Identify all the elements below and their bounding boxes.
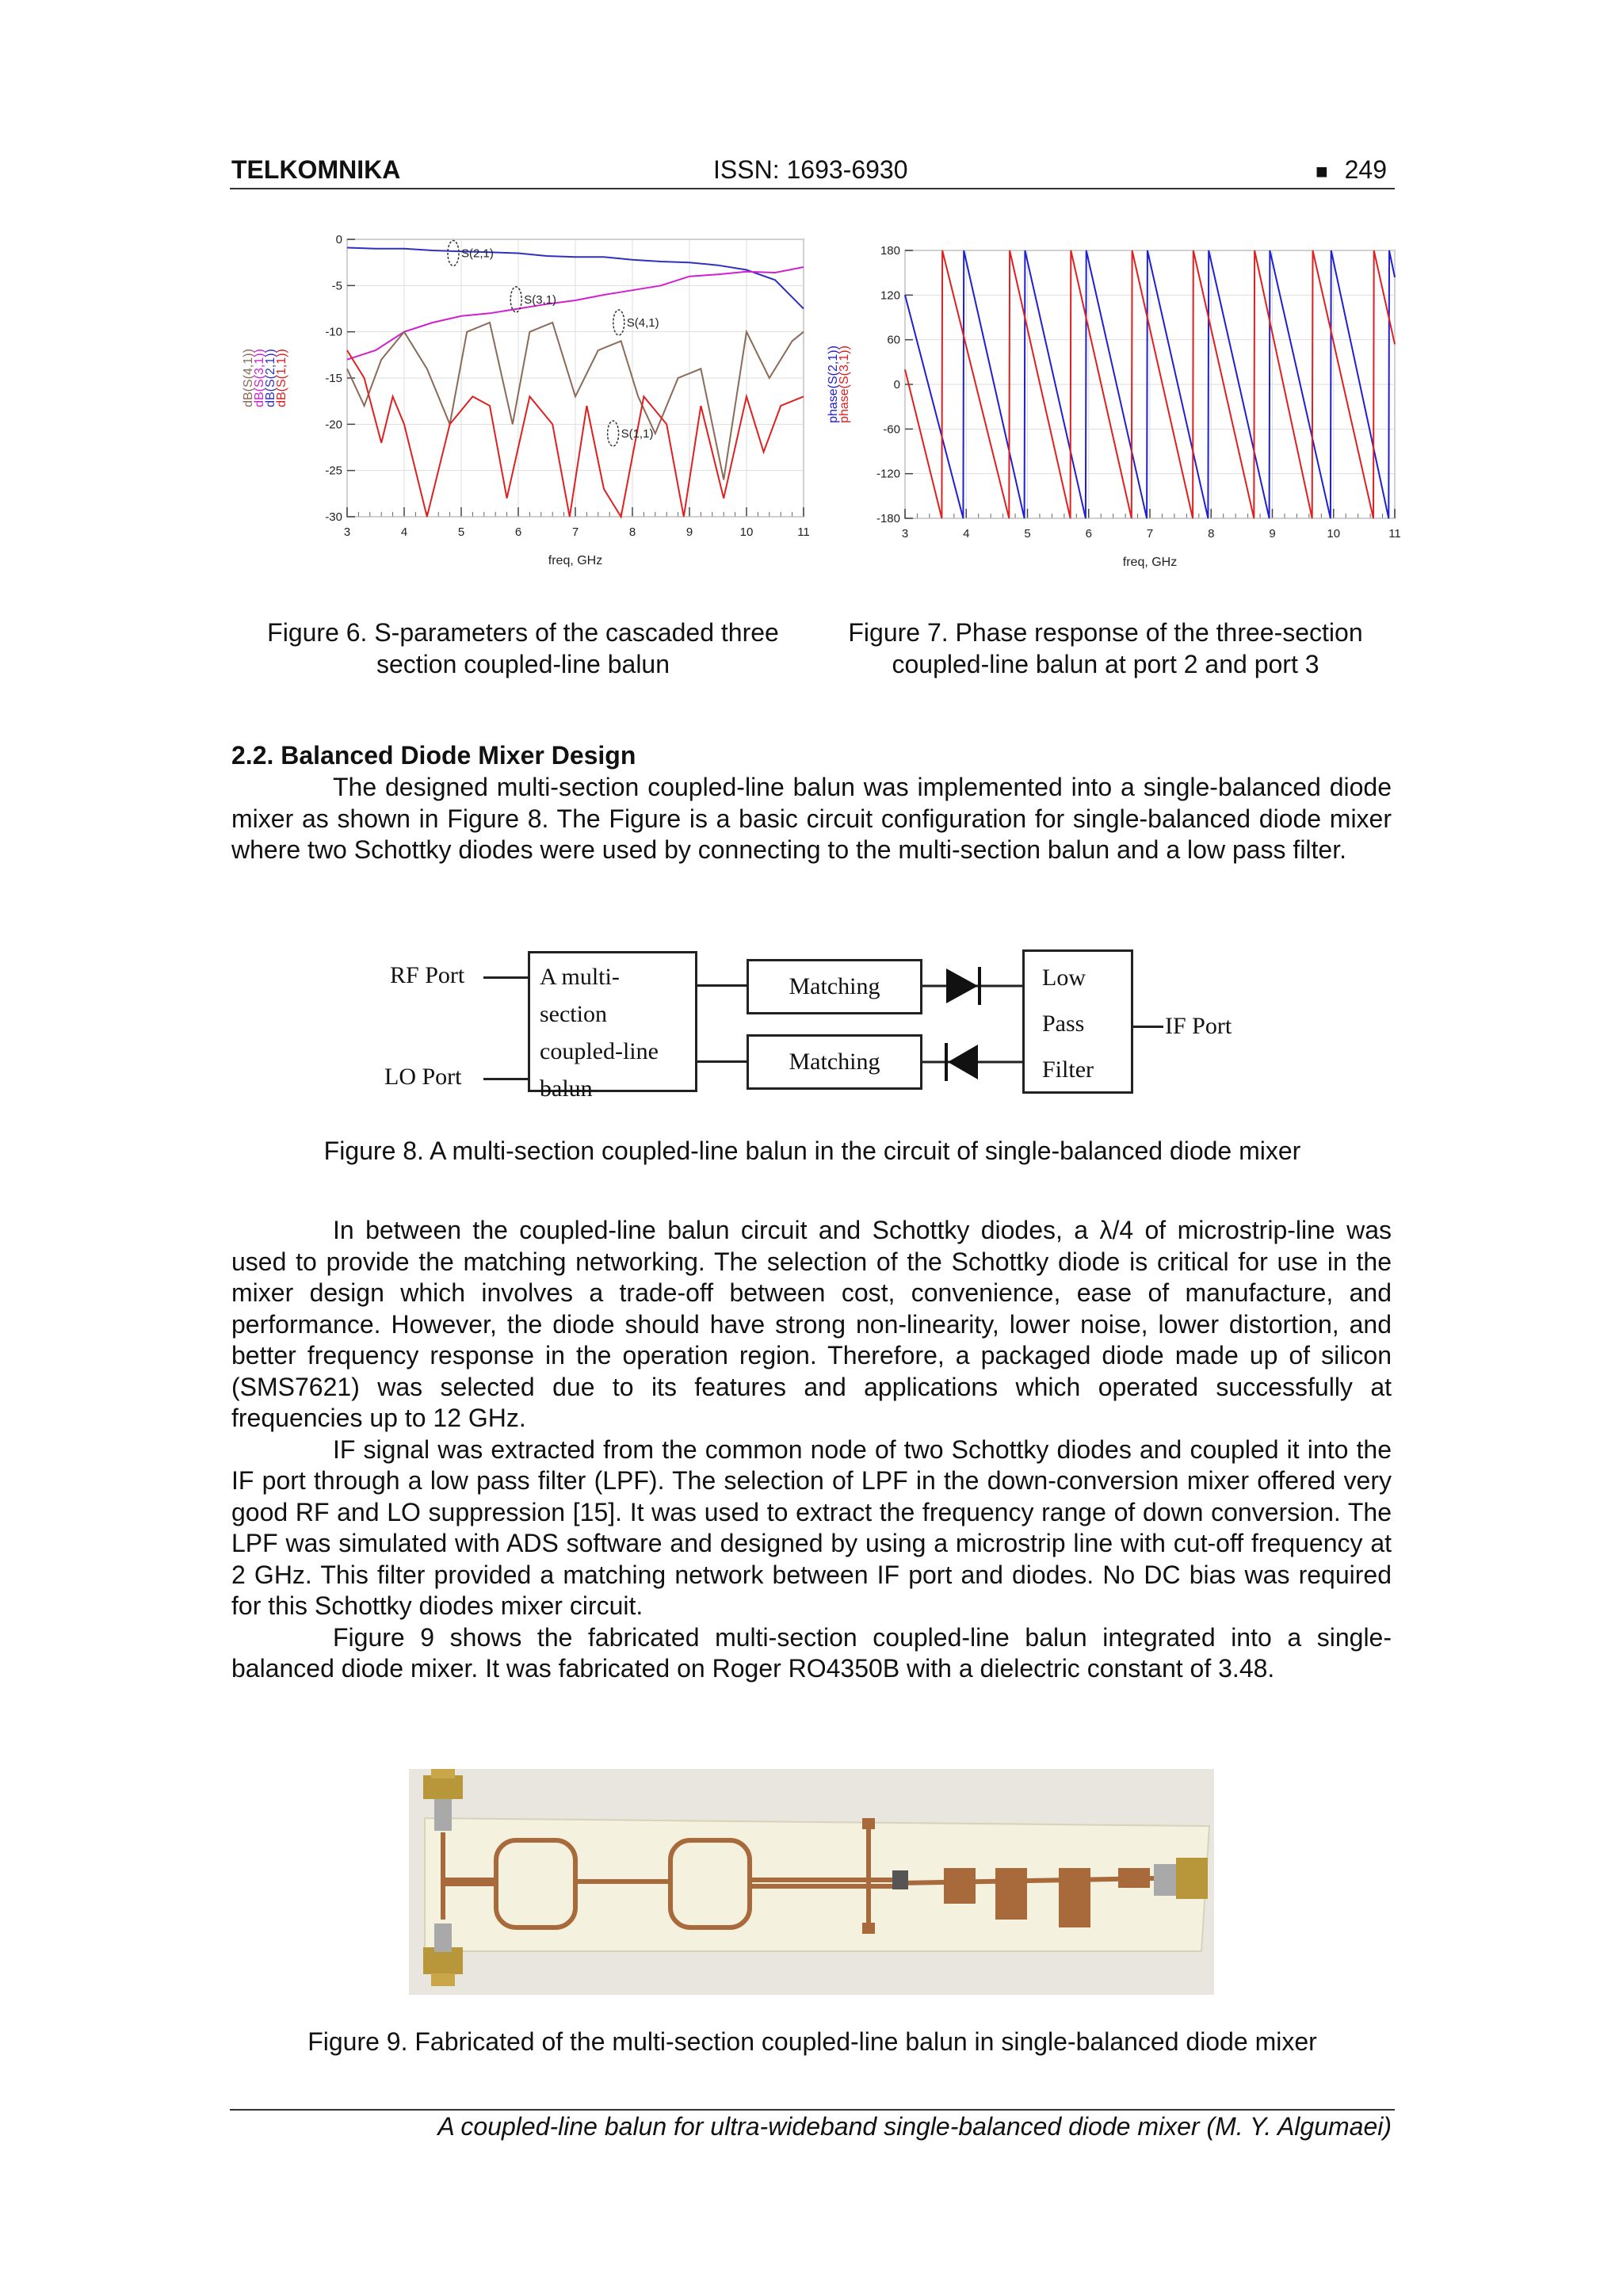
- figure8-caption: Figure 8. A multi-section coupled-line balun in the circuit of single-balanced diode mixer: [323, 1137, 1301, 1165]
- figure8-diagram: [380, 943, 1252, 1102]
- filter-label-line1: Low: [1042, 965, 1086, 991]
- y-tick-label: -30: [325, 510, 342, 524]
- section-paragraph-1: [231, 772, 1392, 866]
- if-wire: [1133, 1026, 1163, 1028]
- y-tick-label: 60: [887, 333, 900, 347]
- x-tick-label: 4: [963, 527, 970, 541]
- x-tick-label: 8: [1208, 527, 1215, 541]
- page-number-group: [1316, 155, 1387, 185]
- y-tick-label: -120: [876, 467, 900, 481]
- figure7-caption-line1: Figure 7. Phase response of the three-section: [848, 618, 1363, 647]
- x-tick-label: 8: [628, 525, 636, 539]
- lo-wire: [483, 1078, 529, 1080]
- figure6-caption-line2: section coupled-line balun: [376, 650, 670, 678]
- x-axis-label: freq, GHz: [548, 554, 603, 567]
- x-tick-label: 10: [739, 525, 754, 539]
- issn: ISSN: 1693-6930: [713, 155, 908, 184]
- annotation-label: S(3,1): [524, 292, 557, 307]
- x-axis-label: freq, GHz: [1122, 556, 1178, 569]
- figure6-chart: [230, 222, 816, 594]
- y-axis-label: dB(S(1,1)): [275, 349, 288, 407]
- x-tick-label: 7: [571, 525, 579, 539]
- y-tick-label: 0: [335, 233, 342, 246]
- x-tick-label: 9: [1269, 527, 1276, 541]
- low-pass-filter-block: [1022, 949, 1133, 1094]
- y-tick-label: -180: [876, 512, 900, 525]
- x-tick-label: 6: [514, 525, 522, 539]
- x-tick-label: 11: [1388, 527, 1401, 541]
- rf-wire: [483, 976, 529, 979]
- x-tick-label: 4: [400, 525, 408, 539]
- figure6-svg: [230, 222, 816, 594]
- figure7-caption-line2: coupled-line balun at port 2 and port 3: [892, 650, 1319, 678]
- y-tick-label: 180: [880, 244, 900, 258]
- y-axis-label: phase(S(3,1)): [838, 346, 851, 423]
- x-tick-label: 11: [797, 525, 810, 539]
- matching-block-2: [747, 1034, 922, 1090]
- journal-name: TELKOMNIKA: [231, 155, 401, 184]
- figure9-photo: [409, 1769, 1214, 1995]
- x-tick-label: 3: [343, 525, 351, 539]
- matching-label-1: Matching: [789, 973, 880, 999]
- y-tick-label: 120: [880, 288, 900, 303]
- rf-port-label: RF Port: [390, 962, 465, 988]
- pcb-drawing: [409, 1769, 1214, 1995]
- annotation-label: S(4,1): [626, 316, 659, 330]
- figure7-svg: [816, 222, 1403, 594]
- y-tick-label: -10: [325, 325, 342, 339]
- y-axis-label: dB(S(2,1)): [264, 349, 277, 407]
- matching-block-1: [747, 959, 922, 1014]
- y-tick-label: 0: [893, 378, 900, 392]
- x-tick-label: 10: [1327, 527, 1341, 541]
- paragraph-text: The designed multi-section coupled-line balun was implemented into a single-balanced diode mixer as shown in Figure 8. The Figure is a basic circuit configuration for single-balanced diode mixer where two Schottky diodes were used by connecting to the multi-section balun and a low pass filter.: [231, 773, 1392, 864]
- footer-text: A coupled-line balun for ultra-wideband single-balanced diode mixer (M. Y. Algumaei): [437, 2112, 1392, 2141]
- x-tick-label: 3: [901, 527, 909, 541]
- figure6-caption-line1: Figure 6. S-parameters of the cascaded three: [267, 618, 779, 647]
- diode-1-icon: [946, 968, 978, 1003]
- y-tick-label: -60: [883, 422, 900, 437]
- x-tick-label: 5: [457, 525, 465, 539]
- page-number: 249: [1344, 155, 1387, 184]
- y-tick-label: -5: [331, 279, 342, 293]
- y-axis-label: phase(S(2,1)): [827, 346, 840, 423]
- section-heading: 2.2. Balanced Diode Mixer Design: [231, 741, 636, 770]
- body-text: [231, 1215, 1392, 1685]
- filter-label-line2: Pass: [1042, 1010, 1085, 1037]
- footer-rule: [230, 2109, 1395, 2111]
- paragraph-text: IF signal was extracted from the common node of two Schottky diodes and coupled it into the IF port through a low pass filter (LPF). The selection of LPF in the down-conversion mixer offered very good RF and LO suppression [15]. It was used to extract the frequency range of down conversion. The LPF was simulated with ADS software and designed by using a microstrip line with cut-off frequency at 2 GHz. This filter provided a matching network between IF port and diodes. No DC bias was required for this Schottky diodes mixer circuit.: [231, 1435, 1392, 1620]
- balun-to-match2-wire: [697, 1060, 747, 1063]
- y-axis-label: dB(S(4,1)): [242, 349, 255, 407]
- x-tick-label: 5: [1024, 527, 1031, 541]
- x-tick-label: 6: [1085, 527, 1092, 541]
- y-axis-label: dB(S(3,1)): [253, 349, 266, 407]
- page-marker-icon: ■: [1316, 159, 1328, 183]
- paragraph-text: In between the coupled-line balun circuit and Schottky diodes, a λ/4 of microstrip-line was used to provide the matching networking. The selection of the Schottky diode is critical for use in the mixer design which involves a trade-off between cost, convenience, ease of manufacture, and performance. However, the diode should have strong non-linearity, lower noise, lower distortion, and better frequency response in the operation region. Therefore, a packaged diode made up of silicon (SMS7621) was selected due to its features and applications which operated successfully at frequencies up to 12 GHz.: [231, 1216, 1392, 1432]
- balun-block: [528, 951, 697, 1102]
- figure9-caption: Figure 9. Fabricated of the multi-section coupled-line balun in single-balanced diode mixer: [307, 2027, 1317, 2056]
- annotation-label: S(2,1): [461, 246, 494, 261]
- x-tick-label: 7: [1146, 527, 1154, 541]
- filter-label-line3: Filter: [1042, 1056, 1094, 1083]
- y-tick-label: -15: [325, 372, 342, 385]
- annotation-label: S(1,1): [621, 427, 654, 441]
- lo-port-label: LO Port: [384, 1064, 462, 1090]
- paragraph-text: Figure 9 shows the fabricated multi-section coupled-line balun integrated into a single-balanced diode mixer. It was fabricated on Roger RO4350B with a dielectric constant of 3.48.: [231, 1622, 1392, 1683]
- figure6-caption: [230, 617, 816, 680]
- balun-label-line3: balun: [540, 1075, 593, 1102]
- if-port-label: IF Port: [1165, 1013, 1232, 1039]
- matching-label-2: Matching: [789, 1049, 880, 1075]
- balun-label-line2: coupled-line: [540, 1038, 659, 1064]
- y-tick-label: -25: [325, 464, 342, 478]
- balun-label-line1: A multi-section: [540, 964, 620, 1027]
- x-tick-label: 9: [685, 525, 693, 539]
- figure7-chart: [816, 222, 1403, 594]
- figure7-caption: [816, 617, 1395, 680]
- diode-2-icon: [948, 1045, 978, 1079]
- header-rule: [230, 188, 1395, 189]
- balun-to-match1-wire: [697, 984, 747, 987]
- y-tick-label: -20: [325, 418, 342, 432]
